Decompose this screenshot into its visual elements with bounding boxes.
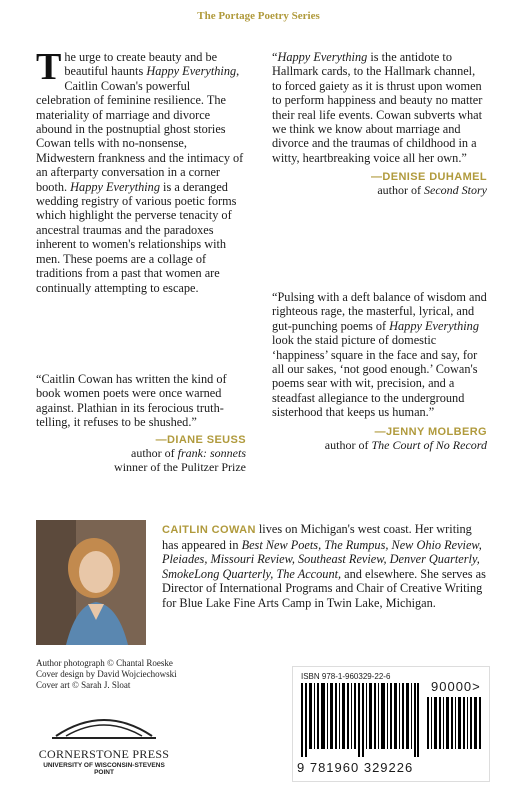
isbn-barcode — [292, 666, 490, 782]
book-title: Happy Everything — [146, 64, 237, 79]
blurb-author: —DIANE SEUSS — [155, 433, 246, 446]
blurb-author: —DENISE DUHAMEL — [370, 171, 487, 184]
credit-line: Author photograph © Chantal Roeske — [36, 658, 173, 668]
blurb-text: “Caitlin Cowan has written the kind of book women poets were once warned against. Plathian in its ferocious truth-telling, it refuses to be shushed.” — [36, 372, 227, 430]
isbn-number: 9 781960 329226 — [297, 760, 414, 775]
series-title: The Portage Poetry Series — [197, 10, 320, 22]
description-paragraph — [36, 46, 246, 295]
description-text: , Caitlin Cowan's powerful celebration of feminine resilience. The materiality of marriage and divorce abound in the postnuptial ghost stories Cowan tells with no-nonsense, Midwestern frankness and the intimacy of an afterparty conversation in a corner booth. — [36, 64, 244, 194]
ean-barcode-icon — [301, 683, 419, 757]
publisher-building-icon — [36, 712, 172, 742]
drop-cap: T — [36, 46, 62, 88]
blurb-text: “Pulsing with a deft balance of wisdom and righteous rage, the masterful, lyrical, and gut-punching poems of Happy Everything look the staid picture of domestic ‘happiness’ square in the face and say, for all our sakes, ‘not good enough.’ Cowan's poems sear with wit, precision, and a steadfast allegiance to the underground sisterhood that keeps us human.” — [272, 290, 487, 420]
author-photo — [36, 520, 146, 645]
blurb-credit: author of frank: sonnets — [131, 445, 246, 460]
publisher-name: CORNERSTONE PRESS — [38, 747, 170, 761]
credit-line: Cover design by David Wojciechowski — [36, 669, 177, 679]
publisher-subtitle: UNIVERSITY OF WISCONSIN-STEVENS POINT — [43, 762, 165, 776]
description-text: is a deranged wedding registry of various poetic forms which highlight the perverse tenacity of ancestral traumas and the paradoxes inherent to women's relationships with men. These poems are a collage of traditions from a past that women are continually attempting to escape. — [36, 179, 237, 295]
blurb-credit: winner of the Pulitzer Prize — [114, 459, 246, 474]
credit-line: Cover art © Sarah J. Sloat — [36, 680, 131, 690]
blurb-molberg — [272, 290, 487, 452]
book-description — [36, 46, 246, 295]
blurb-author: —JENNY MOLBERG — [374, 425, 487, 438]
author-bio: CAITLIN COWAN lives on Michigan's west coast. Her writing has appeared in Best New Poets, The Rumpus, New Ohio Review, Pleiades, Missouri Review, Southeast Review, Denver Quarterly, SmokeLong Quarterly, The Account, and elsewhere. She serves as Director of International Programs and Chair of Creative Writing for Blue Lake Fine Arts Camp in Twin Lake, Michigan. — [162, 522, 486, 610]
blurb-seuss — [36, 372, 246, 474]
price-barcode-icon — [427, 697, 481, 749]
blurb-text: “Happy Everything is the antidote to Hallmark cards, to the Hallmark channel, to forced gaiety as it is thrust upon women to perform happiness and beauty no matter their real life events. Cowan subverts what we think we know about marriage and divorce and the traumas of childhood in a witty, heartbreaking voice all her own.” — [272, 50, 483, 165]
cover-credits — [36, 658, 177, 691]
blurb-credit: author of The Court of No Record — [324, 437, 487, 452]
author-portrait-image — [36, 520, 146, 645]
isbn-label: ISBN 978-1-960329-22-6 — [301, 672, 391, 681]
description-text: he urge to create beauty and be beautiful haunts — [64, 50, 218, 79]
book-title: Happy Everything — [70, 179, 160, 194]
publisher-logo — [36, 712, 172, 776]
blurb-credit: author of Second Story — [377, 183, 487, 198]
price-code: 90000> — [431, 679, 481, 694]
blurb-duhamel — [272, 50, 487, 197]
author-name: CAITLIN COWAN — [162, 524, 256, 536]
